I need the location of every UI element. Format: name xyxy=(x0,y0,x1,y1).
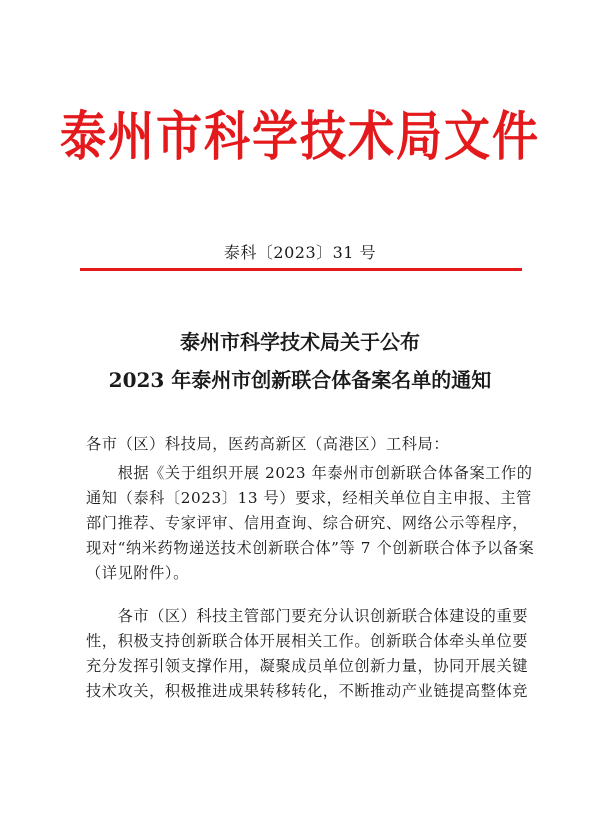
paragraph-line: 充分发挥引领支撑作用，凝聚成员单位创新力量，协同开展关键 xyxy=(86,657,529,675)
salutation: 各市（区）科技局，医药高新区（高港区）工科局： xyxy=(86,435,450,453)
paragraph-line: （详见附件）。 xyxy=(86,564,189,582)
document-header-title: 泰州市科学技术局文件 xyxy=(60,105,540,168)
paragraph-line: 各市（区）科技主管部门要充分认识创新联合体建设的重要 xyxy=(86,607,529,625)
notice-title-line-1: 泰州市科学技术局关于公布 xyxy=(180,330,420,354)
paragraph-line: 根据《关于组织开展 2023 年泰州市创新联合体备案工作的 xyxy=(86,464,533,482)
header-red-divider xyxy=(80,268,522,271)
paragraph-line: 部门推荐、专家评审、信用查询、综合研究、网络公示等程序， xyxy=(86,514,529,532)
paragraph-line: 性，积极支持创新联合体开展相关工作。创新联合体牵头单位要 xyxy=(86,632,529,650)
document-number: 泰科〔2023〕31 号 xyxy=(223,243,377,262)
paragraph-line: 技术攻关，积极推进成果转移转化，不断推动产业链提高整体竞 xyxy=(86,682,529,700)
notice-title-line-2: 2023 年泰州市创新联合体备案名单的通知 xyxy=(108,368,492,392)
body-paragraph-1 xyxy=(86,461,535,586)
paragraph-line: 现对“纳米药物递送技术创新联合体”等 7 个创新联合体予以备案 xyxy=(86,539,535,557)
body-paragraph-2 xyxy=(86,604,529,704)
paragraph-line: 通知（泰科〔2023〕13 号）要求，经相关单位自主申报、主管 xyxy=(86,489,532,507)
